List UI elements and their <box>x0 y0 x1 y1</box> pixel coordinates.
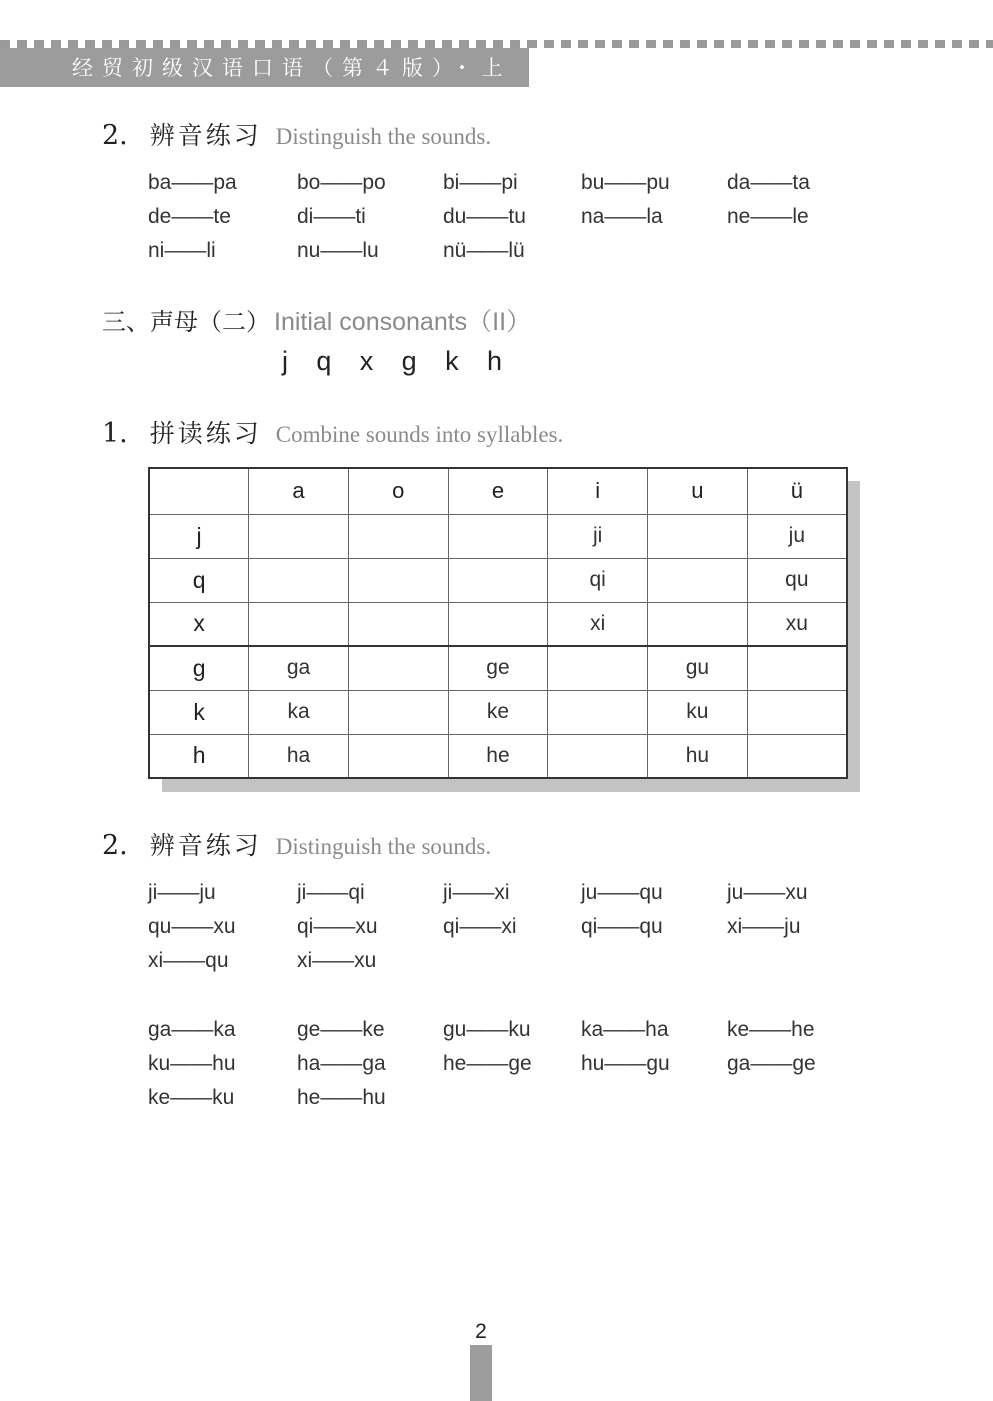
sound-pair: nü——lü <box>443 239 525 262</box>
table-cell-syllable <box>648 558 748 602</box>
table-cell-syllable <box>548 646 648 690</box>
sound-pair: he——hu <box>297 1086 386 1109</box>
table-cell-syllable <box>249 558 349 602</box>
table-cell-syllable: gu <box>648 646 748 690</box>
table-row <box>149 558 847 602</box>
table-cell-syllable: qu <box>747 558 847 602</box>
table-cell-syllable <box>448 602 548 646</box>
table-header-final: a <box>249 468 349 514</box>
table-cell-syllable <box>249 514 349 558</box>
part-title-en: Initial consonants（II） <box>274 308 532 336</box>
table-cell-syllable: ge <box>448 646 548 690</box>
sound-pair: da——ta <box>727 171 810 194</box>
section-heading-distinguish-2 <box>102 826 491 862</box>
sound-pair: ke——ku <box>148 1086 235 1109</box>
section-title-cn: 辨音练习 <box>149 831 262 860</box>
table-row-initial: q <box>149 558 249 602</box>
table-cell-syllable <box>747 690 847 734</box>
table-row <box>149 690 847 734</box>
sound-pair: ku——hu <box>148 1052 236 1075</box>
table-header-final: ü <box>747 468 847 514</box>
section-number: 2. <box>102 120 128 151</box>
sound-pair: ha——ga <box>297 1052 386 1075</box>
table-cell-syllable <box>747 734 847 778</box>
table-corner-cell <box>149 468 249 514</box>
consonant-letter: x <box>359 346 374 376</box>
table-cell-syllable: xu <box>747 602 847 646</box>
table-cell-syllable: he <box>448 734 548 778</box>
table-row-initial: x <box>149 602 249 646</box>
table-cell-syllable: hu <box>648 734 748 778</box>
table-cell-syllable <box>548 690 648 734</box>
section-title-cn: 辨音练习 <box>149 121 262 150</box>
section-heading-combine <box>102 414 563 450</box>
table-cell-syllable <box>548 734 648 778</box>
sound-pair: nu——lu <box>297 239 379 262</box>
book-title: 经贸初级汉语口语（第４版）・上 <box>72 56 512 80</box>
sound-pair: qi——xu <box>297 915 378 938</box>
sound-pair: hu——gu <box>581 1052 670 1075</box>
table-cell-syllable <box>348 734 448 778</box>
sound-pair: he——ge <box>443 1052 532 1075</box>
part-heading-initials <box>102 302 531 338</box>
table-row <box>149 646 847 690</box>
table-row-initial: k <box>149 690 249 734</box>
consonant-letter: g <box>401 346 417 376</box>
section-title-en: Distinguish the sounds. <box>275 124 492 149</box>
table-header-final: u <box>648 468 748 514</box>
table-row <box>149 514 847 558</box>
sound-pair: qi——qu <box>581 915 663 938</box>
table-cell-syllable <box>348 646 448 690</box>
table-row-initial: j <box>149 514 249 558</box>
sound-pair: ge——ke <box>297 1018 385 1041</box>
sound-pair: bu——pu <box>581 171 670 194</box>
sound-pair: ju——xu <box>727 881 808 904</box>
sound-pair: na——la <box>581 205 663 228</box>
sound-pair: xi——ju <box>727 915 801 938</box>
part-title-cn: 三、声母（二） <box>102 308 270 336</box>
sound-pair: ba——pa <box>148 171 237 194</box>
table-cell-syllable <box>348 602 448 646</box>
table-header-final: o <box>348 468 448 514</box>
sound-pair: ji——xi <box>443 881 510 904</box>
table-cell-syllable: ga <box>249 646 349 690</box>
table-cell-syllable <box>448 514 548 558</box>
section-number: 1. <box>102 418 128 449</box>
table-row <box>149 734 847 778</box>
sound-pair: ga——ge <box>727 1052 816 1075</box>
table-row-initial: h <box>149 734 249 778</box>
header-dotted-line <box>0 40 993 48</box>
table-cell-syllable <box>348 514 448 558</box>
table-cell-syllable <box>747 646 847 690</box>
sound-pair: xi——qu <box>148 949 229 972</box>
sound-pair: xi——xu <box>297 949 377 972</box>
table-cell-syllable: qi <box>548 558 648 602</box>
consonant-list <box>282 346 502 377</box>
sound-pair: ji——qi <box>297 881 365 904</box>
table-cell-syllable <box>648 514 748 558</box>
table-header-final: i <box>548 468 648 514</box>
table-cell-syllable <box>348 558 448 602</box>
sound-pair: gu——ku <box>443 1018 531 1041</box>
sound-pairs-list-2a <box>148 879 868 975</box>
sound-pair: ke——he <box>727 1018 815 1041</box>
table-cell-syllable: ke <box>448 690 548 734</box>
table-cell-syllable: ju <box>747 514 847 558</box>
section-title-cn: 拼读练习 <box>149 419 262 448</box>
table-row-initial: g <box>149 646 249 690</box>
table-row <box>149 602 847 646</box>
table-cell-syllable <box>348 690 448 734</box>
sound-pairs-list-1 <box>148 169 868 265</box>
sound-pair: ga——ka <box>148 1018 236 1041</box>
table-cell-syllable: xi <box>548 602 648 646</box>
sound-pair: di——ti <box>297 205 366 228</box>
sound-pairs-list-2b <box>148 1016 868 1112</box>
sound-pair: bo——po <box>297 171 386 194</box>
section-title-en: Combine sounds into syllables. <box>275 422 564 447</box>
table-cell-syllable <box>448 558 548 602</box>
consonant-letter: q <box>316 346 332 376</box>
sound-pair: ni——li <box>148 239 216 262</box>
syllable-table <box>148 467 848 779</box>
table-cell-syllable: ka <box>249 690 349 734</box>
sound-pair: ji——ju <box>148 881 216 904</box>
sound-pair: ka——ha <box>581 1018 669 1041</box>
table-cell-syllable <box>249 602 349 646</box>
sound-pair: du——tu <box>443 205 526 228</box>
table-cell-syllable: ji <box>548 514 648 558</box>
section-number: 2. <box>102 830 128 861</box>
consonant-letter: k <box>445 346 459 376</box>
consonant-letter: h <box>486 346 502 376</box>
table-cell-syllable: ku <box>648 690 748 734</box>
page-tab <box>470 1345 492 1401</box>
table-cell-syllable: ha <box>249 734 349 778</box>
table-cell-syllable <box>648 602 748 646</box>
sound-pair: qi——xi <box>443 915 517 938</box>
sound-pair: qu——xu <box>148 915 236 938</box>
consonant-letter: j <box>282 346 288 376</box>
page-number: 2 <box>475 1320 487 1343</box>
sound-pair: bi——pi <box>443 171 518 194</box>
sound-pair: de——te <box>148 205 231 228</box>
section-title-en: Distinguish the sounds. <box>275 834 492 859</box>
section-heading-distinguish-1 <box>102 116 491 152</box>
table-header-final: e <box>448 468 548 514</box>
sound-pair: ju——qu <box>581 881 663 904</box>
sound-pair: ne——le <box>727 205 809 228</box>
